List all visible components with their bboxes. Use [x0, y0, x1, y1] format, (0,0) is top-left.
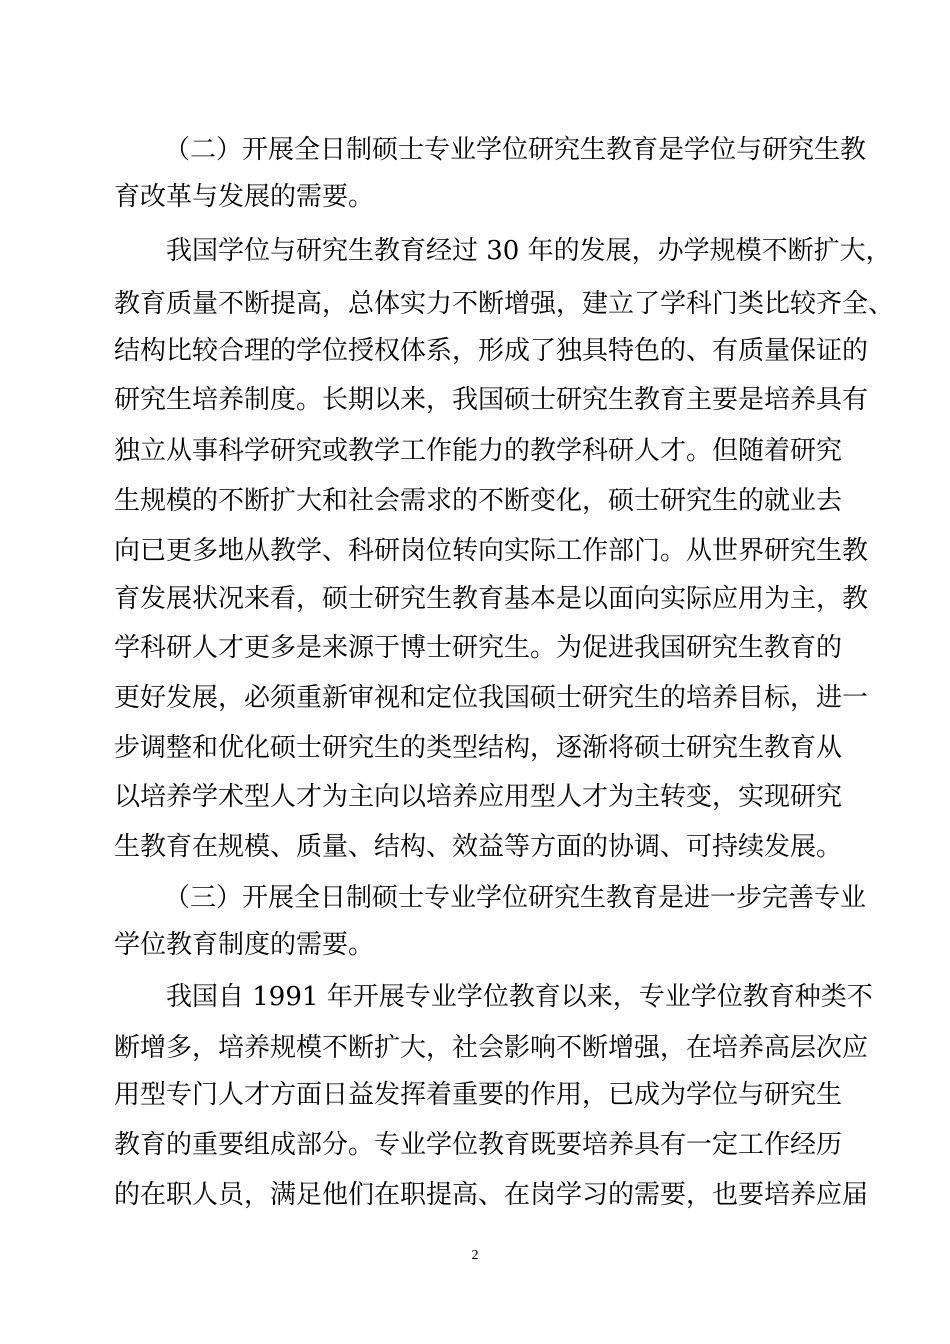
text-line: 用型专门人才方面日益发挥着重要的作用，已成为学位与研究生	[114, 1080, 843, 1110]
text-line: 我国学位与研究生教育经过 30 年的发展，办学规模不断扩大，	[166, 236, 892, 266]
text-line: 结构比较合理的学位授权体系，形成了独具特色的、有质量保证的	[114, 336, 869, 366]
text-line: （二）开展全日制硕士专业学位研究生教育是学位与研究生教	[164, 135, 867, 165]
text-line: 学科研人才更多是来源于博士研究生。为促进我国研究生教育的	[114, 633, 843, 663]
page-number: 2	[471, 1248, 479, 1263]
text-line: 的在职人员，满足他们在职提高、在岗学习的需要，也要培养应届	[114, 1180, 869, 1210]
text-line: 我国自 1991 年开展专业学位教育以来，专业学位教育种类不	[166, 982, 873, 1012]
text-line: 步调整和优化硕士研究生的类型结构，逐渐将硕士研究生教育从	[114, 733, 843, 763]
text-line: 更好发展，必须重新审视和定位我国硕士研究生的培养目标，进一	[114, 683, 869, 713]
text-line: 育改革与发展的需要。	[114, 182, 375, 212]
text-line: 向已更多地从教学、科研岗位转向实际工作部门。从世界研究生教	[114, 536, 869, 566]
text-line: 独立从事科学研究或教学工作能力的教学科研人才。但随着研究	[114, 436, 843, 466]
text-line: 生规模的不断扩大和社会需求的不断变化，硕士研究生的就业去	[114, 486, 843, 516]
text-line: 教育质量不断提高，总体实力不断增强，建立了学科门类比较齐全、	[114, 289, 895, 319]
text-line: 育发展状况来看，硕士研究生教育基本是以面向实际应用为主，教	[114, 584, 869, 614]
text-line: 断增多，培养规模不断扩大，社会影响不断增强，在培养高层次应	[114, 1033, 869, 1063]
text-line: 以培养学术型人才为主向以培养应用型人才为主转变，实现研究	[114, 782, 843, 812]
text-line: 生教育在规模、质量、结构、效益等方面的协调、可持续发展。	[114, 832, 843, 862]
text-line: 研究生培养制度。长期以来，我国硕士研究生教育主要是培养具有	[114, 385, 869, 415]
text-line: （三）开展全日制硕士专业学位研究生教育是进一步完善专业	[164, 883, 867, 913]
text-line: 教育的重要组成部分。专业学位教育既要培养具有一定工作经历	[114, 1130, 843, 1160]
text-line: 学位教育制度的需要。	[114, 930, 375, 960]
